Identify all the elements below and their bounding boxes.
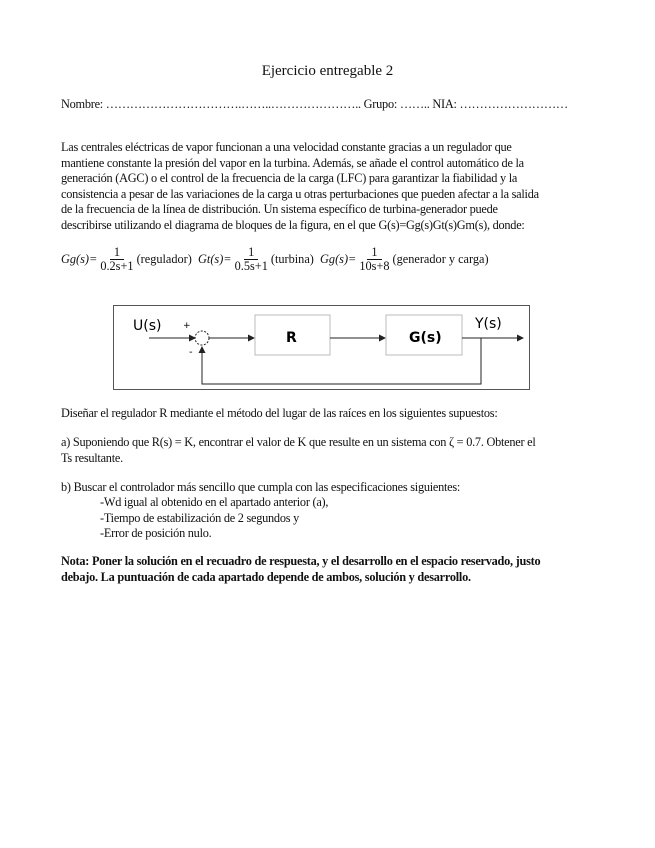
equation-lhs: Gt(s)=: [198, 252, 232, 266]
part-a-line: a) Suponiendo que R(s) = K, encontrar el valor de K que resulte en un sistema con ζ = 0.7. Obtener el: [61, 435, 536, 449]
part-b-item: -Wd igual al obtenido en el apartado anterior (a),: [100, 495, 329, 509]
task-intro: Diseñar el regulador R mediante el método del lugar de las raíces en los siguientes supuestos:: [61, 406, 498, 420]
block-diagram: [113, 305, 531, 391]
part-b-line: b) Buscar el controlador más sencillo que cumpla con las especificaciones siguientes:: [61, 480, 461, 494]
note-line: Nota: Poner la solución en el recuadro de respuesta, y el desarrollo en el espacio reservado, justo: [61, 554, 541, 568]
intro-line: describirse utilizando el diagrama de bloques de la figura, en el que G(s)=Gg(s)Gt(s)Gm(s), donde:: [61, 218, 525, 232]
plus-sign: +: [183, 321, 191, 331]
part-b-item: -Tiempo de estabilización de 2 segundos y: [100, 511, 299, 525]
denominator: 0.5s+1: [234, 259, 268, 273]
part-a-line: Ts resultante.: [61, 451, 123, 465]
part-b-item: -Error de posición nulo.: [100, 526, 212, 540]
equation-label: (generador y carga): [392, 252, 489, 266]
intro-line: Las centrales eléctricas de vapor funcionan a una velocidad constante gracias a un regulador que: [61, 140, 512, 154]
output-label: Y(s): [475, 316, 502, 332]
equation-lhs: Gg(s)=: [61, 252, 98, 266]
numerator: 1: [110, 246, 124, 260]
intro-line: mantiene constante la presión del vapor en la turbina. Además, se añade el control automático de la: [61, 156, 524, 170]
numerator: 1: [244, 246, 258, 260]
fraction: [100, 246, 133, 273]
page-title: Ejercicio entregable 2: [261, 63, 394, 79]
numerator: 1: [367, 246, 381, 260]
student-info-line: Nombre: …………………………….……..………………….. Grupo: …….. NIA: ………………………: [61, 97, 568, 111]
summing-junction: [195, 331, 209, 345]
denominator: 0.2s+1: [100, 259, 134, 273]
note-line: debajo. La puntuación de cada apartado depende de ambos, solución y desarrollo.: [61, 570, 471, 584]
transfer-functions: [61, 246, 489, 273]
fraction: [235, 246, 268, 273]
equation-lhs: Gg(s)=: [320, 252, 357, 266]
fraction: [359, 246, 389, 273]
denominator: 10s+8: [359, 259, 390, 273]
intro-line: generación (AGC) o el control de la frecuencia de la carga (LFC) para garantizar la fiabilidad y la: [61, 171, 518, 185]
block-r-label: R: [286, 330, 297, 346]
equation-label: (turbina): [270, 252, 314, 266]
intro-line: consistencia a pesar de las variaciones de la carga u otras perturbaciones que pueden afectar a la salida: [61, 187, 539, 201]
input-label: U(s): [133, 318, 162, 334]
intro-line: de la frecuencia de la línea de distribución. Un sistema específico de turbina-generador puede: [61, 202, 498, 216]
minus-sign: -: [189, 347, 193, 358]
equation-label: (regulador): [136, 252, 192, 266]
block-g-label: G(s): [409, 330, 442, 346]
